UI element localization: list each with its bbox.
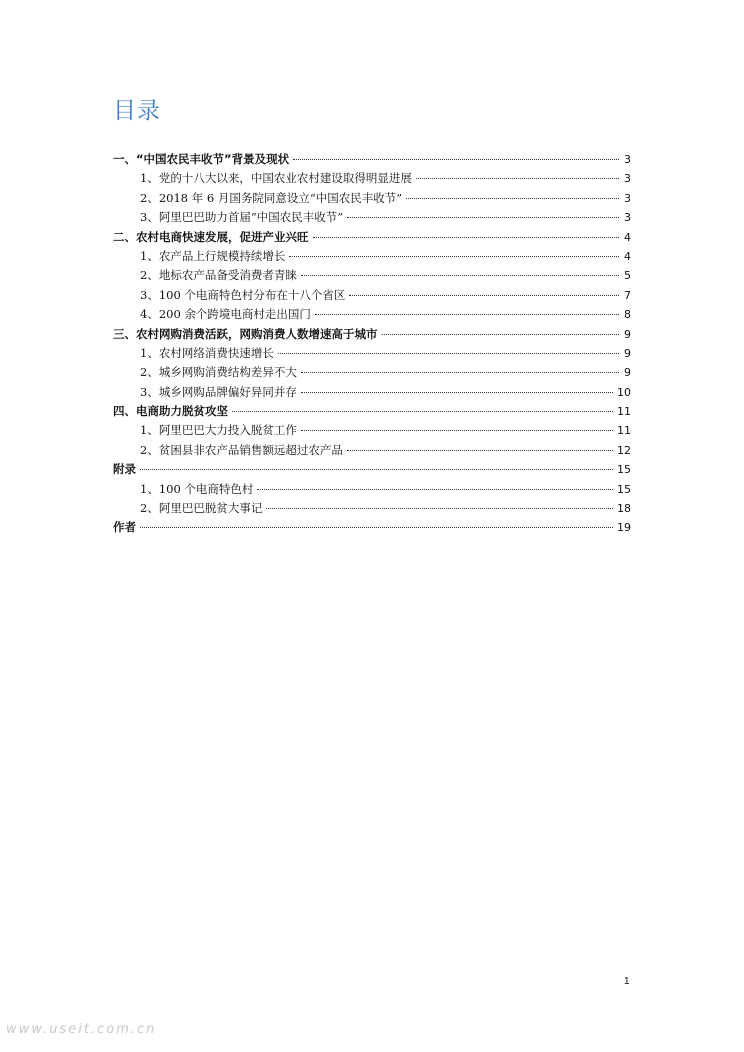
toc-entry[interactable] [113,266,631,285]
toc-leader-dots [349,295,619,296]
toc-leader-dots [416,178,619,179]
toc-entry-page: 3 [624,191,631,205]
toc-leader-dots [293,159,619,160]
toc-entry-text: 1、农产品上行规模持续增长 [140,248,286,263]
toc-entry-page: 9 [624,327,631,341]
toc-entry-text: 1、农村网络消费快速增长 [140,345,274,360]
toc-entry-text: 1、100 个电商特色村 [140,481,254,496]
toc-title: 目录 [113,98,161,124]
toc-leader-dots [406,198,619,199]
toc-entry-page: 3 [624,211,631,225]
toc-entry-page: 9 [624,366,631,380]
toc-entry-text: 3、城乡网购品牌偏好异同并存 [140,384,297,399]
toc-entry-page: 5 [624,269,631,283]
toc-entry-text: 3、阿里巴巴助力首届“中国农民丰收节” [140,210,344,225]
toc-entry-text: 2、贫困县非农产品销售额远超过农产品 [140,442,343,457]
toc-entry-page: 9 [624,346,631,360]
toc-leader-dots [232,411,613,412]
toc-leader-dots [347,450,613,451]
toc-entry[interactable] [113,208,631,227]
toc-entry[interactable] [113,228,631,247]
toc-entry-text: 2、阿里巴巴脱贫大事记 [140,501,263,516]
toc-entry[interactable] [113,169,631,188]
watermark: www.useit.com.cn [6,1022,157,1037]
toc-entry[interactable] [113,402,631,421]
toc-leader-dots [301,392,613,393]
toc-entry-text: 1、党的十八大以来，中国农业农村建设取得明显进展 [140,171,412,186]
toc-entry-text: 一、“中国农民丰收节”背景及现状 [113,152,290,166]
toc-entry-page: 18 [617,502,631,516]
toc-entry-text: 附录 [113,462,136,477]
toc-entry[interactable] [113,363,631,382]
toc-leader-dots [347,217,619,218]
toc-entry-page: 11 [617,424,631,438]
toc-entry-page: 4 [624,230,631,244]
toc-leader-dots [289,256,619,257]
toc-entry-text: 作者 [113,520,136,535]
toc-entry-page: 4 [624,249,631,263]
toc-entry-page: 10 [617,385,631,399]
toc-entry[interactable] [113,189,631,208]
toc-entry-page: 15 [617,463,631,477]
toc-entry-page: 11 [617,405,631,419]
toc-entry[interactable] [113,421,631,440]
toc-entry[interactable] [113,383,631,402]
toc-entry[interactable] [113,344,631,363]
toc-entry-page: 7 [624,288,631,302]
toc-entry[interactable] [113,247,631,266]
toc-entry-page: 19 [617,521,631,535]
toc-entry-text: 2、2018 年 6 月国务院同意设立“中国农民丰收节” [140,190,403,205]
toc-leader-dots [313,237,620,238]
toc-entry-text: 四、电商助力脱贫攻坚 [113,404,228,419]
toc-entry[interactable] [113,518,631,537]
page-number: 1 [624,976,630,987]
toc-entry-text: 三、农村网购消费活跃，网购消费人数增速高于城市 [113,326,378,341]
toc-leader-dots [301,430,613,431]
toc-entry-page: 12 [617,443,631,457]
toc-leader-dots [315,314,619,315]
toc-entry[interactable] [113,480,631,499]
toc-entry-page: 8 [624,308,631,322]
toc-leader-dots [266,508,613,509]
toc-entry-text: 2、城乡网购消费结构差异不大 [140,365,297,380]
toc-leader-dots [301,275,619,276]
toc-leader-dots [301,372,619,373]
toc-entry[interactable] [113,460,631,479]
toc-leader-dots [278,353,619,354]
toc-entry-text: 3、100 个电商特色村分布在十八个省区 [140,287,346,302]
toc-entry[interactable] [113,305,631,324]
toc-entry-text: 2、地标农产品备受消费者青睐 [140,268,297,283]
toc-entry[interactable] [113,150,631,169]
toc-entry[interactable] [113,499,631,518]
toc-entry-text: 1、阿里巴巴大力投入脱贫工作 [140,423,297,438]
toc-entry-text: 二、农村电商快速发展，促进产业兴旺 [113,229,309,244]
toc-entry-text: 4、200 余个跨境电商村走出国门 [140,307,311,322]
toc-entry-page: 15 [617,482,631,496]
table-of-contents [113,150,631,538]
toc-leader-dots [140,527,613,528]
toc-entry[interactable] [113,325,631,344]
toc-leader-dots [140,469,613,470]
toc-entry-page: 3 [624,172,631,186]
toc-leader-dots [257,489,613,490]
toc-entry-page: 3 [624,153,631,166]
toc-entry[interactable] [113,441,631,460]
toc-leader-dots [382,334,620,335]
toc-entry[interactable] [113,286,631,305]
